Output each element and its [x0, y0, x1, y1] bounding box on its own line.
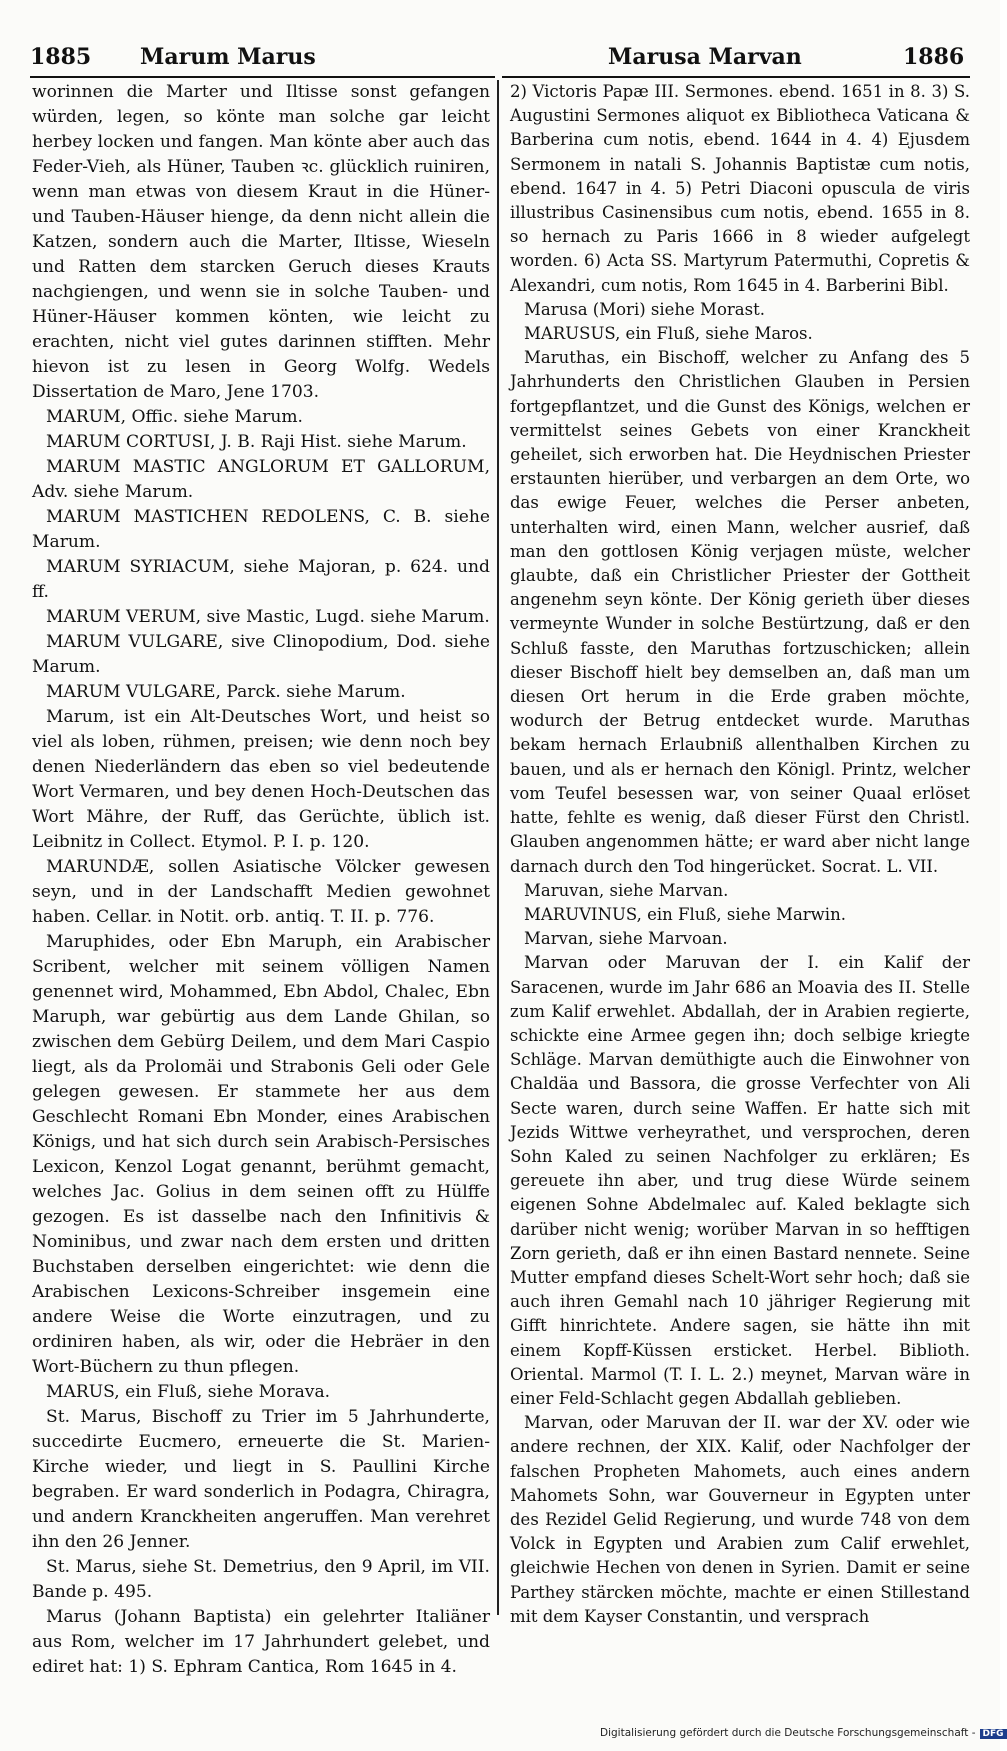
entry-st-marus-demetrius: St. Marus, siehe St. Demetrius, den 9 April, im VII. Bande p. 495. [32, 1557, 490, 1602]
entry-maruvan: Maruvan, siehe Marvan. [524, 880, 729, 900]
entry-maruvinus: MARUVINUS, ein Fluß, siehe Marwin. [524, 904, 846, 924]
entry-marvan-ii: Marvan, oder Maruvan der II. war der XV. oder wie andere rechnen, der XIX. Kalif, oder Nachfolger der falschen Propheten Mahomets, auch eines andern Mahomets Sohn, war Gouverneur in Egypten unter des Rezidel Gelid Regierung, und wurde 748 von dem Volck in Egypten und Arabien zum Calif erwehlet, gleichwie Hechen von denen in Syrien. Damit er seine Parthey stärcken möchte, machte er einen Stillestand mit dem Kayser Constantin, und versprach [510, 1413, 970, 1626]
right-column [510, 80, 970, 1629]
entry-maruphides: Maruphides, oder Ebn Maruph, ein Arabischer Scribent, welcher mit seinem völligen Namen genennet wird, Mohammed, Ebn Abdol, Chalec, Ebn Maruph, war gebürtig aus dem Lande Ghilan, so zwischen dem Gebürg Deilem, und dem Mari Caspio liegt, als da Prolomäi und Strabonis Geli oder Gele gelegen gewesen. Er stammete her aus dem Geschlecht Romani Ebn Monder, eines Arabischen Königs, und hat sich durch sein Arabisch-Persisches Lexicon, Kenzol Logat genannt, berühmt gemacht, welches Jac. Golius in dem seinen offt zu Hülffe gezogen. Es ist dasselbe nach den Infinitivis & Nominibus, und zwar nach dem ersten und dritten Buchstaben derselben eingerichtet: wie denn die Arabischen Lexicons-Schreiber insgemein eine andere Weise die Worte einzutragen, und zu ordiniren haben, als wir, oder die Hebräer in den Wort-Büchern zu thun pflegen. [32, 932, 490, 1377]
entry-marum-vulgare-dod: MARUM VULGARE, sive Clinopodium, Dod. siehe Marum. [32, 632, 490, 677]
column-divider [497, 80, 499, 1615]
left-header-terms: Marum Marus [140, 44, 316, 70]
entry-marus-johann-baptista: Marus (Johann Baptista) ein gelehrter Italiäner aus Rom, welcher im 17 Jahrhundert gelebet, und ediret hat: 1) S. Ephram Cantica, Rom 1645 in 4. [32, 1607, 490, 1677]
right-header-terms: Marusa Marvan [608, 44, 802, 70]
entry-marvan-i: Marvan oder Maruvan der I. ein Kalif der Saracenen, wurde im Jahr 686 an Moavia des II. Stelle zum Kalif erwehlet. Abdallah, der in Arabien regierte, schickte eine Armee gegen ihn; doch selbige kriegte Schläge. Marvan demüthigte auch die Einwohner von Chaldäa und Bassora, die grosse Verfechter von Ali Secte waren, durch seine Waffen. Er hatte sich mit Jezids Wittwe verheyrathet, und versprochen, deren Sohn Kaled zu seinen Nachfolger zu erklären; Es gereuete ihn aber, und trug diese Würde seinem eigenen Sohne Abdelmalec auf. Kaled beklagte sich darüber nicht wenig; worüber Marvan in so hefftigen Zorn gerieth, daß er ihn einen Bastard nennete. Seine Mutter empfand dieses Schelt-Wort sehr hoch; daß sie auch ihren Gemahl nach 10 jähriger Regierung mit Gifft hinrichtete. Andere sagen, sie hätte ihn mit einem Kopff-Küssen ersticket. Herbel. Biblioth. Oriental. Marmol (T. I. L. 2.) meynet, Marvan wäre in einer Feld-Schlacht gegen Abdallah geblieben. [510, 953, 970, 1408]
left-column [32, 80, 490, 1680]
entry-maruthas: Maruthas, ein Bischoff, welcher zu Anfang des 5 Jahrhunderts den Christlichen Glauben in Persien fortgepflantzet, und die Gunst des Königs, welchen er vermittelst seines Gebets von einer Kranckheit geheilet, sich erworben hat. Die Heydnischen Priester erstaunten hierüber, und verbargen an dem Orte, wo das ewige Feuer, welches die Perser anbeten, unterhalten wird, einen Mann, welcher ausrief, daß man den gottlosen König verjagen müste, welcher glaubte, daß ein Christlicher Priester der Gottheit angenehm seyn könte. Der König gerieth über dieses vermeynte Wunder in solche Bestürtzung, daß er den Schluß fasste, den Maruthas fortzuschicken; allein dieser Bischoff hielt bey demselben an, daß man um diesen Ort herum in die Erde graben möchte, wodurch der Betrug entdecket wurde. Maruthas bekam hernach Erlaubniß allenthalben Kirchen zu bauen, und als er hernach den Königl. Printz, welcher vom Teufel besessen war, von seiner Quaal erlöset hatte, fehlte es wenig, daß dieser Fürst den Christl. Glauben angenommen hätte; er ward aber nicht lange darnach durch den Tod hingerücket. Socrat. L. VII. [510, 348, 970, 876]
entry-marum-cortusi: MARUM CORTUSI, J. B. Raji Hist. siehe Marum. [46, 432, 467, 452]
entry-marum-mastichen: MARUM MASTICHEN REDOLENS, C. B. siehe Marum. [32, 507, 490, 552]
digitization-footer [600, 1727, 1004, 1745]
left-page-number: 1885 [30, 44, 92, 70]
entry-marum-syriacum: MARUM SYRIACUM, siehe Majoran, p. 624. und ff. [32, 557, 490, 602]
entry-marum-mastic: MARUM MASTIC ANGLORUM ET GALLORUM, Adv. siehe Marum. [32, 457, 490, 502]
entry-marus-continued: 2) Victoris Papæ III. Sermones. ebend. 1651 in 8. 3) S. Augustini Sermones aliquot ex Bibliotheca Vaticana & Barberina cum notis, ebend. 1644 in 4. 4) Ejusdem Sermonem in natali S. Johannis Baptistæ cum notis, ebend. 1647 in 4. 5) Petri Diaconi opuscula de viris illustribus Casinensibus cum notis, ebend. 1655 in 8. so hernach zu Paris 1666 in 8 wieder aufgelegt worden. 6) Acta SS. Martyrum Patermuthi, Copretis & Alexandri, cum notis, Rom 1645 in 4. Barberini Bibl. [510, 82, 970, 295]
entry-st-marus-trier: St. Marus, Bischoff zu Trier im 5 Jahrhunderte, succedirte Eucmero, erneuerte die St. Marien-Kirche wieder, und liegt in S. Paullini Kirche begraben. Er ward sonderlich in Podagra, Chiragra, und andern Kranckheiten angeruffen. Man verehret ihn den 26 Jenner. [32, 1407, 490, 1552]
entry-marundae: MARUNDÆ, sollen Asiatische Völcker gewesen seyn, und in der Landschafft Medien gewohnet haben. Cellar. in Notit. orb. antiq. T. II. p. 776. [32, 857, 490, 927]
entry-marusus: MARUSUS, ein Fluß, siehe Maros. [524, 324, 813, 344]
entry-marvan-see: Marvan, siehe Marvoan. [524, 929, 728, 949]
footer-text: Digitalisierung gefördert durch die Deutsche Forschungsgemeinschaft - [600, 1727, 976, 1739]
right-page-header [528, 42, 988, 76]
left-header-rule [30, 76, 495, 78]
entry-marusa: Marusa (Mori) siehe Morast. [524, 299, 765, 319]
right-header-rule [502, 76, 970, 78]
entry-marum-offic: MARUM, Offic. siehe Marum. [46, 407, 303, 427]
entry-marus-fluss: MARUS, ein Fluß, siehe Morava. [46, 1382, 331, 1402]
entry-marum-verum: MARUM VERUM, sive Mastic, Lugd. siehe Marum. [46, 607, 490, 627]
entry-marum-wort: Marum, ist ein Alt-Deutsches Wort, und heist so viel als loben, rühmen, preisen; wie denn noch bey denen Niederländern das eben so viel bedeutende Wort Vermaren, und bey denen Hoch-Deutschen das Wort Mähre, der Ruff, das Gerüchte, üblich ist. Leibnitz in Collect. Etymol. P. I. p. 120. [32, 707, 490, 852]
right-page-number: 1886 [903, 44, 965, 70]
entry-marum-vulgare-parck: MARUM VULGARE, Parck. siehe Marum. [46, 682, 406, 702]
entry-marum-continued: worinnen die Marter und Iltisse sonst gefangen würden, legen, so könte man solche gar leicht herbey locken und fangen. Man könte aber auch das Feder-Vieh, als Hüner, Tauben ꝛc. glücklich ruiniren, wenn man etwas von diesem Kraut in die Hüner- und Tauben-Häuser hienge, da denn nicht allein die Katzen, sondern auch die Marter, Iltisse, Wieseln und Ratten dem starcken Geruch dieses Krauts nachgiengen, und wenn sie in solche Tauben- und Hüner-Häuser kommen könten, wie leicht zu erachten, nicht viel gutes darinnen stifften. Mehr hievon ist zu lesen in Georg Wolfg. Wedels Dissertation de Maro, Jene 1703. [32, 82, 490, 402]
left-page-header [30, 42, 500, 76]
dfg-logo: DFG [980, 1729, 1007, 1739]
